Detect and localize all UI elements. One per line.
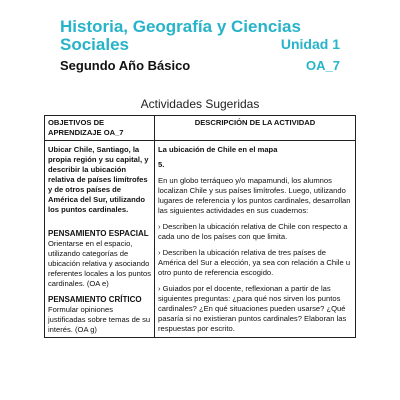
table-header-row	[45, 116, 356, 141]
document-title	[60, 18, 301, 54]
description-cell	[155, 141, 356, 338]
unit-label: Unidad 1	[280, 36, 340, 52]
objectives-cell	[45, 141, 155, 338]
learning-objective: Ubicar Chile, Santiago, la propia región y su capital, y describir la ubicación relativa de países limítrofes y de otros países de América del Sur, utilizando los puntos cardinales.	[48, 145, 149, 214]
activity-title: La ubicación de Chile en el mapa	[158, 145, 278, 154]
description-header: DESCRIPCIÓN DE LA ACTIVIDAD	[155, 116, 356, 141]
document-title-line2: Sociales	[60, 35, 129, 54]
activities-table	[44, 115, 356, 338]
skill-text-spatial: Orientarse en el espacio, utilizando categorías de ubicación relativa y asociando referentes locales a los puntos cardinales. (OA e)	[48, 239, 151, 288]
objectives-header: OBJETIVOS DE APRENDIZAJE OA_7	[45, 116, 155, 141]
skill-text-critical: Formular opiniones justificadas sobre temas de su interés. (OA g)	[48, 305, 151, 334]
grade-level: Segundo Año Básico	[60, 58, 191, 73]
skill-title-spatial: PENSAMIENTO ESPACIAL	[48, 229, 149, 238]
activity-intro: En un globo terráqueo y/o mapamundi, los alumnos localizan Chile y sus países limítrofes. Luego, utilizando lugares de referencia y los puntos cardinales, desarrollan las siguientes actividades en sus cuadernos:	[158, 176, 351, 215]
activity-item: › Guiados por el docente, reflexionan a partir de las siguientes preguntas: ¿para qué nos sirven los puntos cardinales? ¿En qué situaciones pueden usarse? ¿Qué pasaría si no existieran puntos cardinales? Elaboran las respuestas por escrito.	[158, 284, 347, 333]
activity-item: › Describen la ubicación relativa de tres países de América del Sur a elección, ya sea con relación a Chile u otro punto de referencia escogido.	[158, 248, 351, 277]
objective-code: OA_7	[306, 58, 340, 73]
section-title: Actividades Sugeridas	[140, 97, 260, 111]
skill-title-critical: PENSAMIENTO CRÍTICO	[48, 295, 142, 304]
document-title-line1: Historia, Geografía y Ciencias	[60, 17, 301, 36]
activity-item: › Describen la ubicación relativa de Chile con respecto a cada uno de los países con que limita.	[158, 222, 348, 241]
table-row	[45, 141, 356, 338]
activity-number: 5.	[158, 160, 165, 169]
